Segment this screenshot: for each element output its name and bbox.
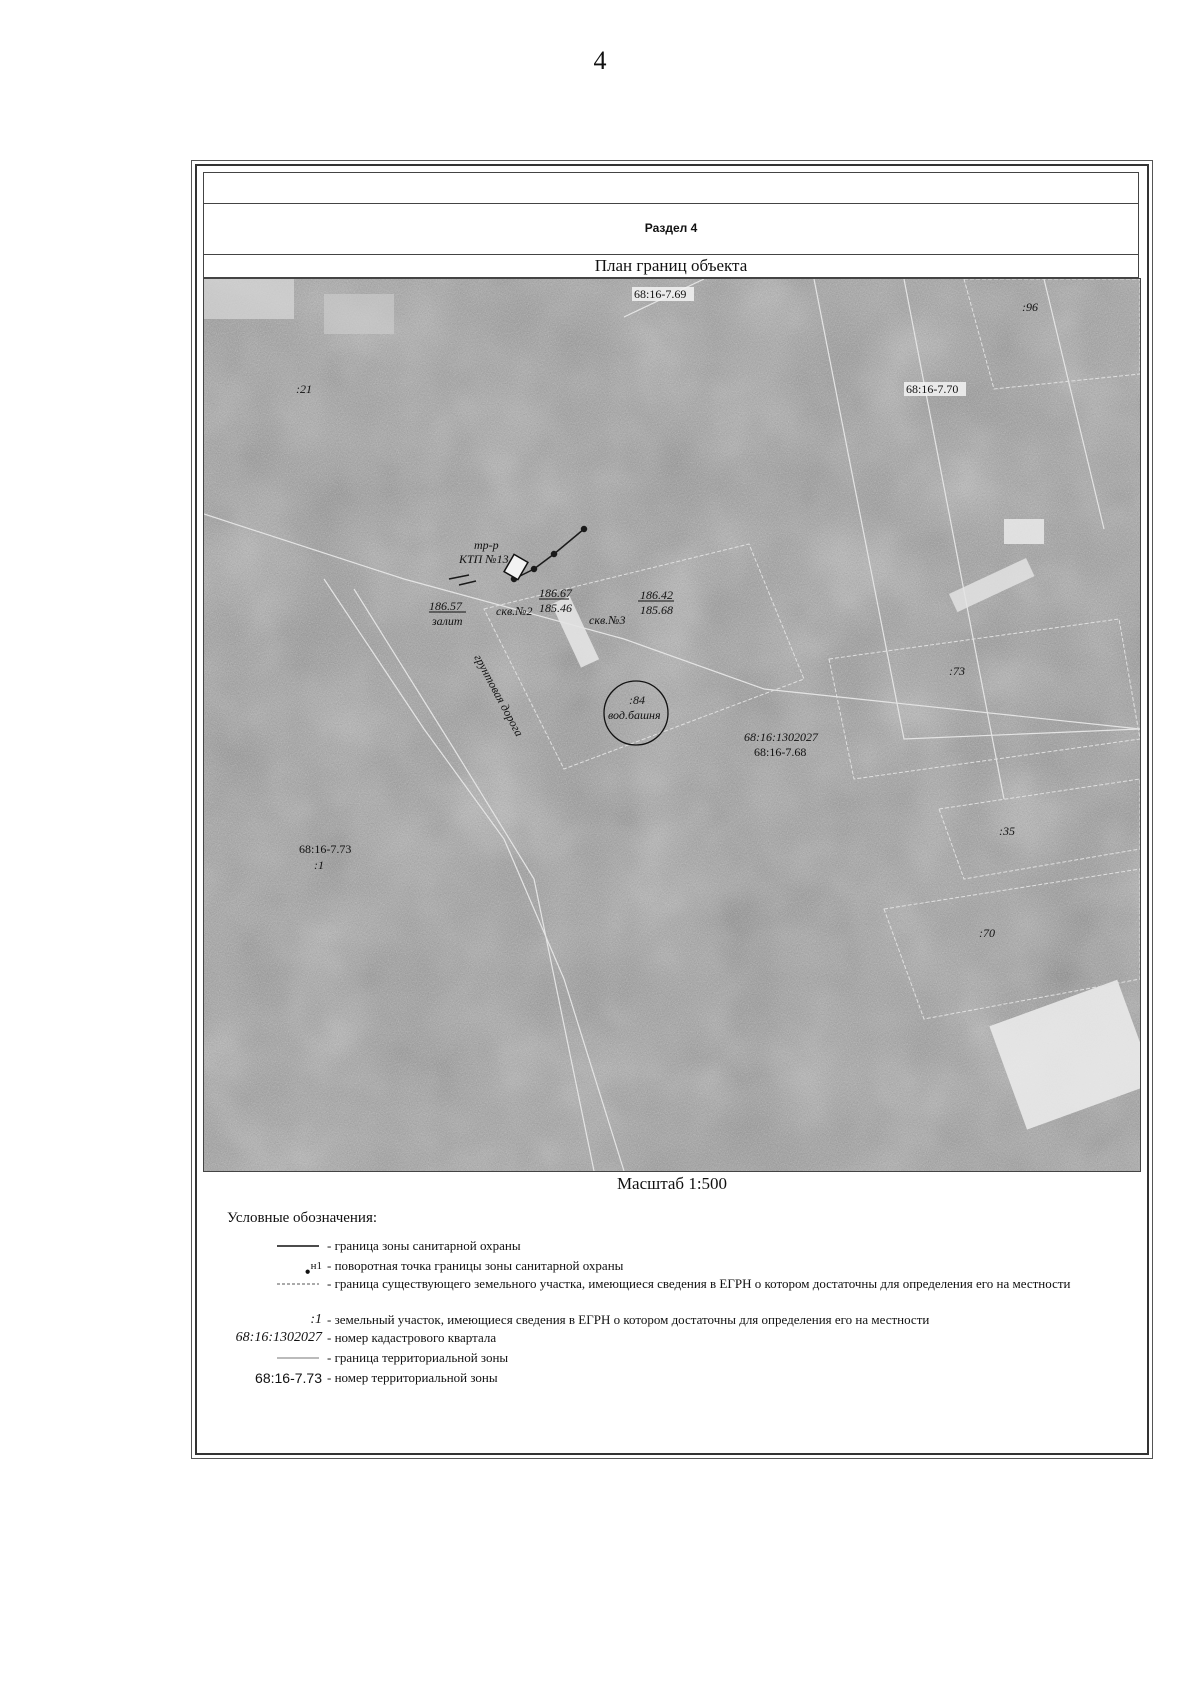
legend-symbol-parcel-line xyxy=(197,1276,322,1296)
building-top-left-2 xyxy=(324,294,394,334)
legend-symbol-sanitary-line xyxy=(197,1238,322,1258)
label-parcel-73: :73 xyxy=(949,664,965,678)
label-road: грунтовая дорога xyxy=(471,651,527,739)
turn-point-3 xyxy=(552,552,557,557)
label-quarter: 68:16:1302027 xyxy=(744,730,818,744)
section-title: Раздел 4 xyxy=(203,202,1139,255)
label-ktp: КТП №13 xyxy=(459,552,509,566)
building-top-left xyxy=(204,279,294,319)
label-zone-768: 68:16-7.68 xyxy=(754,745,807,759)
turn-point-4 xyxy=(582,527,587,532)
label-parcel-21: :21 xyxy=(296,382,312,396)
label-elev-skv2-top: 186.67 xyxy=(539,586,572,600)
turn-point-icon: ● xyxy=(304,1266,311,1278)
label-parcel-1: :1 xyxy=(314,858,324,872)
label-elev-skv3-bottom: 185.68 xyxy=(640,603,673,617)
legend-symbol-text: :1 xyxy=(310,1312,322,1327)
legend-symbol-zone-line xyxy=(197,1350,322,1370)
legend-symbol-text: 68:16-7.73 xyxy=(255,1370,322,1386)
label-tr-p: тр-р xyxy=(474,538,499,552)
label-elev-zalit-top: 186.57 xyxy=(429,599,462,613)
label-zone-769: 68:16-7.69 xyxy=(634,287,687,301)
label-vod-bashnya: вод.башня xyxy=(608,708,661,722)
legend-text: - номер кадастрового квартала xyxy=(327,1330,497,1345)
label-elev-skv2-bottom: 185.46 xyxy=(539,601,572,615)
legend-text: - граница территориальной зоны xyxy=(327,1350,509,1365)
label-parcel-96: :96 xyxy=(1022,300,1038,314)
label-skv3: скв.№3 xyxy=(589,613,626,627)
legend-title: Условные обозначения: xyxy=(227,1210,378,1226)
label-elev-zalit-bottom: залит xyxy=(432,614,463,628)
legend-text: - граница зоны санитарной охраны xyxy=(327,1238,521,1253)
building-right-2 xyxy=(1004,519,1044,544)
page-number: 4 xyxy=(593,46,607,75)
legend-symbol-text: н1 xyxy=(310,1260,322,1272)
label-zone-770: 68:16-7.70 xyxy=(906,382,959,396)
legend-symbol-text: 68:16:1302027 xyxy=(235,1330,322,1345)
map-drawing xyxy=(204,279,1140,1171)
legend-text: - поворотная точка границы зоны санитарной охраны xyxy=(327,1258,624,1273)
label-skv2: скв.№2 xyxy=(496,604,533,618)
turn-point-2 xyxy=(532,567,537,572)
legend-text: - номер территориальной зоны xyxy=(327,1370,498,1385)
map-scale: Масштаб 1:500 xyxy=(616,1174,728,1193)
legend-text: - граница существующего земельного участка, имеющиеся сведения в ЕГРН о котором достаточны для определения его на местности xyxy=(327,1276,1071,1291)
plan-title: План границ объекта xyxy=(203,255,1139,278)
label-parcel-70: :70 xyxy=(979,926,995,940)
legend-text: - земельный участок, имеющиеся сведения в ЕГРН о котором достаточны для определения его на местности xyxy=(327,1312,930,1327)
header-empty-row xyxy=(203,172,1139,204)
label-elev-skv3-top: 186.42 xyxy=(640,588,673,602)
boundary-plan-map xyxy=(203,278,1141,1172)
label-zone-773: 68:16-7.73 xyxy=(299,842,352,856)
document-frame xyxy=(195,164,1149,1455)
label-parcel-84: :84 xyxy=(629,693,645,707)
label-parcel-35: :35 xyxy=(999,824,1015,838)
